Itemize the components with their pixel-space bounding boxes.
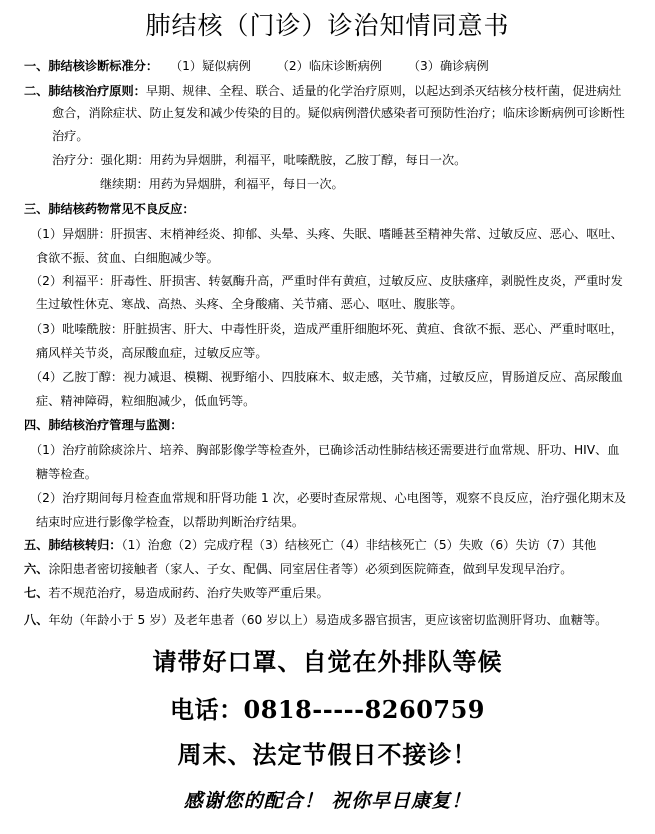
monitoring-item-cont: 糖等检查。 [36, 467, 97, 481]
treatment-continuation-phase: 继续期：用药为异烟肼，利福平，每日一次。 [100, 177, 344, 191]
section-outcome [24, 537, 644, 553]
drug-pyrazinamide-cont: 痛风样关节炎，高尿酸血症，过敏反应等。 [36, 346, 268, 360]
drug-isoniazid-cont: 食欲不振、贫血、白细胞减少等。 [36, 251, 219, 265]
paragraph-text: 若不规范治疗，易造成耐药、治疗失败等严重后果。 [48, 586, 329, 600]
section-adverse-reactions [24, 201, 644, 217]
criteria-item: （1）疑似病例 [169, 59, 251, 73]
drug-rifampicin-cont: 生过敏性休克、寒战、高热、头疼、全身酸痛、关节痛、恶心、呕吐、腹胀等。 [36, 297, 463, 311]
outcome-list: （1）治愈（2）完成疗程（3）结核死亡（4）非结核死亡（5）失败（6）失访（7）其他 [121, 538, 597, 552]
notice-mask-queue: 请带好口罩、自觉在外排队等候 [152, 647, 503, 676]
monitoring-item: （2）治疗期间每月检查血常规和肝肾功能 1 次，必要时查尿常规、心电图等，观察不良反应，治疗强化期末及 [30, 491, 627, 505]
section-heading: 肺结核药物常见不良反应： [48, 202, 195, 216]
paragraph-text: 治疗。 [52, 129, 89, 143]
drug-isoniazid: （1）异烟肼：肝损害、末梢神经炎、抑郁、头晕、头疼、失眠、嗜睡甚至精神失常、过敏反应、恶心、呕吐、 [30, 227, 623, 241]
notice-closed-holidays: 周末、法定节假日不接诊！ [177, 740, 478, 769]
thanks-message: 感谢您的配合！ 祝你早日康复！ [183, 790, 472, 812]
section-diagnosis-criteria [24, 58, 644, 74]
treatment-intensive-phase: 治疗分：强化期：用药为异烟肼，利福平，吡嗪酰胺，乙胺丁醇，每日一次。 [52, 153, 467, 167]
criteria-item: （2）临床诊断病例 [276, 59, 382, 73]
section-heading: 肺结核治疗管理与监测： [48, 418, 183, 432]
section-age-risk [24, 612, 644, 628]
monitoring-item-cont: 结束时应进行影像学检查，以帮助判断治疗结果。 [36, 515, 305, 529]
section-number: 一、 [24, 59, 49, 73]
section-number: 六、 [24, 562, 49, 576]
notice-phone: 电话：0818-----8260759 [170, 695, 485, 724]
section-number: 四、 [24, 418, 49, 432]
monitoring-item: （1）治疗前除痰涂片、培养、胸部影像学等检查外，已确诊活动性肺结核还需要进行血常规、肝功、HIV、血 [30, 443, 620, 457]
drug-pyrazinamide: （3）吡嗪酰胺：肝脏损害、肝大、中毒性肝炎，造成严重肝细胞坏死、黄疸、食欲不振、恶心、严重时呕吐， [30, 322, 623, 336]
section-number: 三、 [24, 202, 49, 216]
section-number: 五、 [24, 538, 49, 552]
section-number: 七、 [24, 586, 49, 600]
section-number: 八、 [24, 613, 49, 627]
section-heading: 肺结核治疗原则： [48, 84, 146, 98]
section-contact-screening [24, 561, 644, 577]
drug-ethambutol-cont: 症、精神障碍，粒细胞减少，低血钙等。 [36, 394, 256, 408]
section-management-monitoring [24, 417, 644, 433]
drug-rifampicin: （2）利福平：肝毒性、肝损害、转氨酶升高，严重时伴有黄疸，过敏反应、皮肤瘙痒，剥脱性皮炎，严重时发 [30, 274, 623, 288]
criteria-item: （3）确诊病例 [407, 59, 489, 73]
paragraph-text: 涂阳患者密切接触者（家人、子女、配偶、同室居住者等）必须到医院筛查，做到早发现早治疗。 [48, 562, 573, 576]
section-number: 二、 [24, 84, 49, 98]
section-heading: 肺结核转归： [48, 538, 122, 552]
paragraph-text: 早期、规律、全程、联合、适量的化学治疗原则，以起达到杀灭结核分枝杆菌，促进病灶 [145, 84, 622, 98]
paragraph-text: 年幼（年龄小于 5 岁）及老年患者（60 岁以上）易造成多器官损害，更应该密切监测肝肾功、血糖等。 [48, 613, 608, 627]
drug-ethambutol: （4）乙胺丁醇：视力减退、模糊、视野缩小、四肢麻木、蚁走感，关节痛，过敏反应，胃肠道反应、高尿酸血 [30, 370, 623, 384]
paragraph-text: 愈合，消除症状、防止复发和减少传染的目的。疑似病例潜伏感染者可预防性治疗；临床诊断病例可诊断性 [52, 106, 625, 120]
section-treatment-principle [24, 83, 644, 99]
document-title: 肺结核（门诊）诊治知情同意书 [145, 11, 510, 40]
section-heading: 肺结核诊断标准分： [48, 59, 159, 73]
section-warning [24, 585, 644, 601]
